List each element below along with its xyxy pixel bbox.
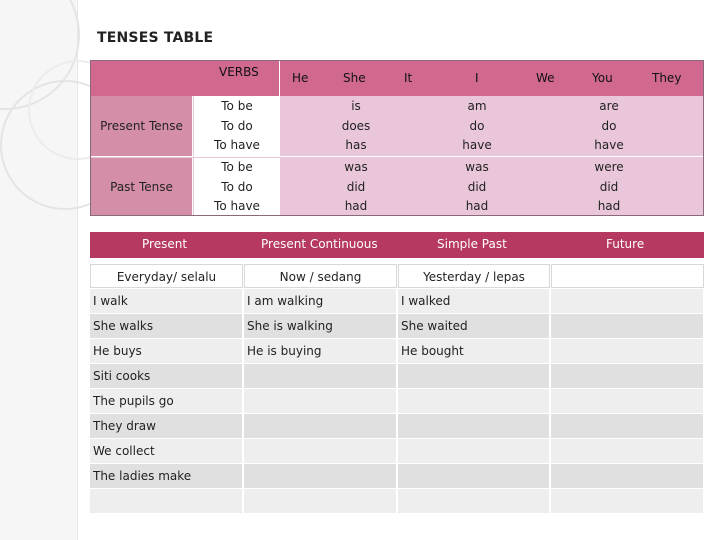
header-you: You	[592, 71, 613, 85]
table-row: The pupils go	[90, 389, 704, 414]
page-title: TENSES TABLE	[97, 30, 214, 46]
present-we-you-they: are do have	[594, 99, 624, 152]
header-future: Future	[606, 237, 645, 251]
present-he-she-it: is does has	[341, 99, 371, 152]
present-tense-label: Present Tense	[91, 96, 193, 156]
subheader-simple-past: Yesterday / lepas	[398, 264, 550, 288]
present-i: am do have	[462, 99, 492, 152]
verb-table-header	[91, 61, 703, 96]
header-they: They	[652, 71, 682, 85]
past-tense-row	[91, 158, 703, 215]
header-simple-past: Simple Past	[437, 237, 507, 251]
tense-table-header	[90, 232, 704, 258]
subheader-future	[551, 264, 704, 288]
subheader-present-continuous: Now / sedang	[244, 264, 397, 288]
tense-subheader-row	[90, 264, 704, 289]
header-he: He	[292, 71, 309, 85]
table-row: The ladies make	[90, 464, 704, 489]
table-row: They draw	[90, 414, 704, 439]
present-verbs: To be To do To have	[214, 99, 260, 152]
header-verbs: VERBS	[219, 65, 259, 79]
table-row: I walk I am walking I walked	[90, 289, 704, 314]
table-row	[90, 489, 704, 514]
present-tense-row	[91, 96, 703, 157]
table-row: We collect	[90, 439, 704, 464]
header-she: She	[343, 71, 366, 85]
decorative-sidebar	[0, 0, 78, 540]
past-i: was did had	[465, 160, 489, 213]
past-verbs: To be To do To have	[214, 160, 260, 213]
past-he-she-it: was did had	[344, 160, 368, 213]
verb-table	[90, 60, 704, 216]
header-present: Present	[142, 237, 188, 251]
table-row: Siti cooks	[90, 364, 704, 389]
table-row: She walks She is walking She waited	[90, 314, 704, 339]
table-row: He buys He is buying He bought	[90, 339, 704, 364]
header-we: We	[536, 71, 555, 85]
header-present-continuous: Present Continuous	[261, 237, 378, 251]
subheader-present: Everyday/ selalu	[90, 264, 243, 288]
header-i: I	[475, 71, 479, 85]
header-it: It	[404, 71, 413, 85]
past-tense-label: Past Tense	[91, 158, 193, 215]
past-we-you-they: were did had	[594, 160, 624, 213]
